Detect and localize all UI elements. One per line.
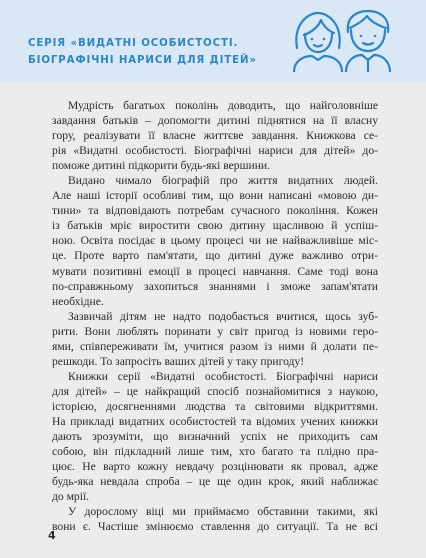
- text-line: будь-яка невдала спроба – це ще один крок, який наближає: [52, 475, 378, 489]
- paragraph-1: [52, 98, 378, 173]
- text-line: У дорослому віці ми приймаємо обставини такими, які: [68, 505, 378, 519]
- text-line: мувати позитивні емоції в процесі навчання. Саме тоді вона: [52, 264, 378, 278]
- text-line: собою, він підкладний лише тим, хто багато та плідно пра-: [52, 445, 378, 459]
- series-title-line-1: СЕРІЯ «ВИДАТНІ ОСОБИСТОСТІ.: [28, 38, 239, 49]
- text-line: необхідне.: [52, 294, 104, 308]
- text-line: із батьків мріє виростити свою дитину щасливою й успіш-: [52, 219, 378, 233]
- paragraph-2: [52, 173, 378, 308]
- text-line: Книжки серії «Видатні особистості. Біографічні нариси: [68, 369, 378, 383]
- text-line: Але наші історії особливі тим, що вони написані «мовою ди-: [52, 189, 378, 203]
- series-title: [28, 35, 298, 69]
- paragraph-4: [52, 369, 378, 504]
- text-line: ями, співпереживати їм, учитися разом із ними й долати пе-: [52, 339, 378, 353]
- text-line: для дітей» – це найкращий спосіб познайомитися з наукою,: [52, 384, 378, 398]
- text-line: Зазвичай дітям не надто подобається вчитися, щось зуб-: [68, 309, 378, 323]
- text-line: поможе дитині підкорити будь-які вершини.: [52, 159, 271, 173]
- text-line: історією, досягненнями людства та світовими відкриттями.: [52, 399, 378, 413]
- text-line: ною. Освіта посідає в цьому процесі чи не найважливіше міс-: [52, 234, 378, 248]
- paragraph-3: [52, 309, 378, 369]
- text-line: На прикладі видатних особистостей та відомих учених книжки: [52, 414, 378, 428]
- text-line: цює. Не варто кожну невдачу розцінювати як провал, адже: [52, 460, 378, 474]
- text-line: решкоди. То запросіть ваших дітей у таку пригоду!: [52, 354, 305, 368]
- text-line: завдання батьків – допомогти дитині піднятися на її власну: [52, 114, 378, 128]
- series-title-line-2: БІОГРАФІЧНІ НАРИСИ ДЛЯ ДІТЕЙ»: [28, 55, 257, 66]
- text-line: рія «Видатні особистості. Біографічні нариси для дітей» до-: [52, 144, 378, 158]
- text-line: до мрії.: [52, 490, 90, 504]
- page-number: 4: [48, 529, 56, 542]
- text-line: рити. Вони люблять поринати у світ пригод із новими геро-: [52, 324, 378, 338]
- text-line: дають зрозуміти, що визначний успіх не приходить сам: [52, 430, 378, 444]
- body-text: [52, 98, 378, 534]
- text-line: Видано чимало біографій про життя видатних людей.: [68, 174, 378, 188]
- text-line: Мудрість багатьох поколінь доводить, що найголовніше: [68, 99, 378, 112]
- girl-and-boy-icon: [288, 8, 398, 72]
- text-line: це. Проте варто пам'ятати, що дитині дуже важливо отри-: [52, 249, 378, 263]
- text-line: по-справжньому захопиться знаннями і зможе запам'ятати: [52, 279, 378, 293]
- text-line: тини» та відповідають потребам сучасного покоління. Кожен: [52, 204, 378, 218]
- text-line: гору, реалізувати її власне життєве завдання. Книжкова се-: [52, 129, 378, 143]
- paragraph-5: [52, 504, 378, 534]
- text-line: вони є. Частіше змінюємо ставлення до ситуації. Та не всі: [52, 520, 378, 534]
